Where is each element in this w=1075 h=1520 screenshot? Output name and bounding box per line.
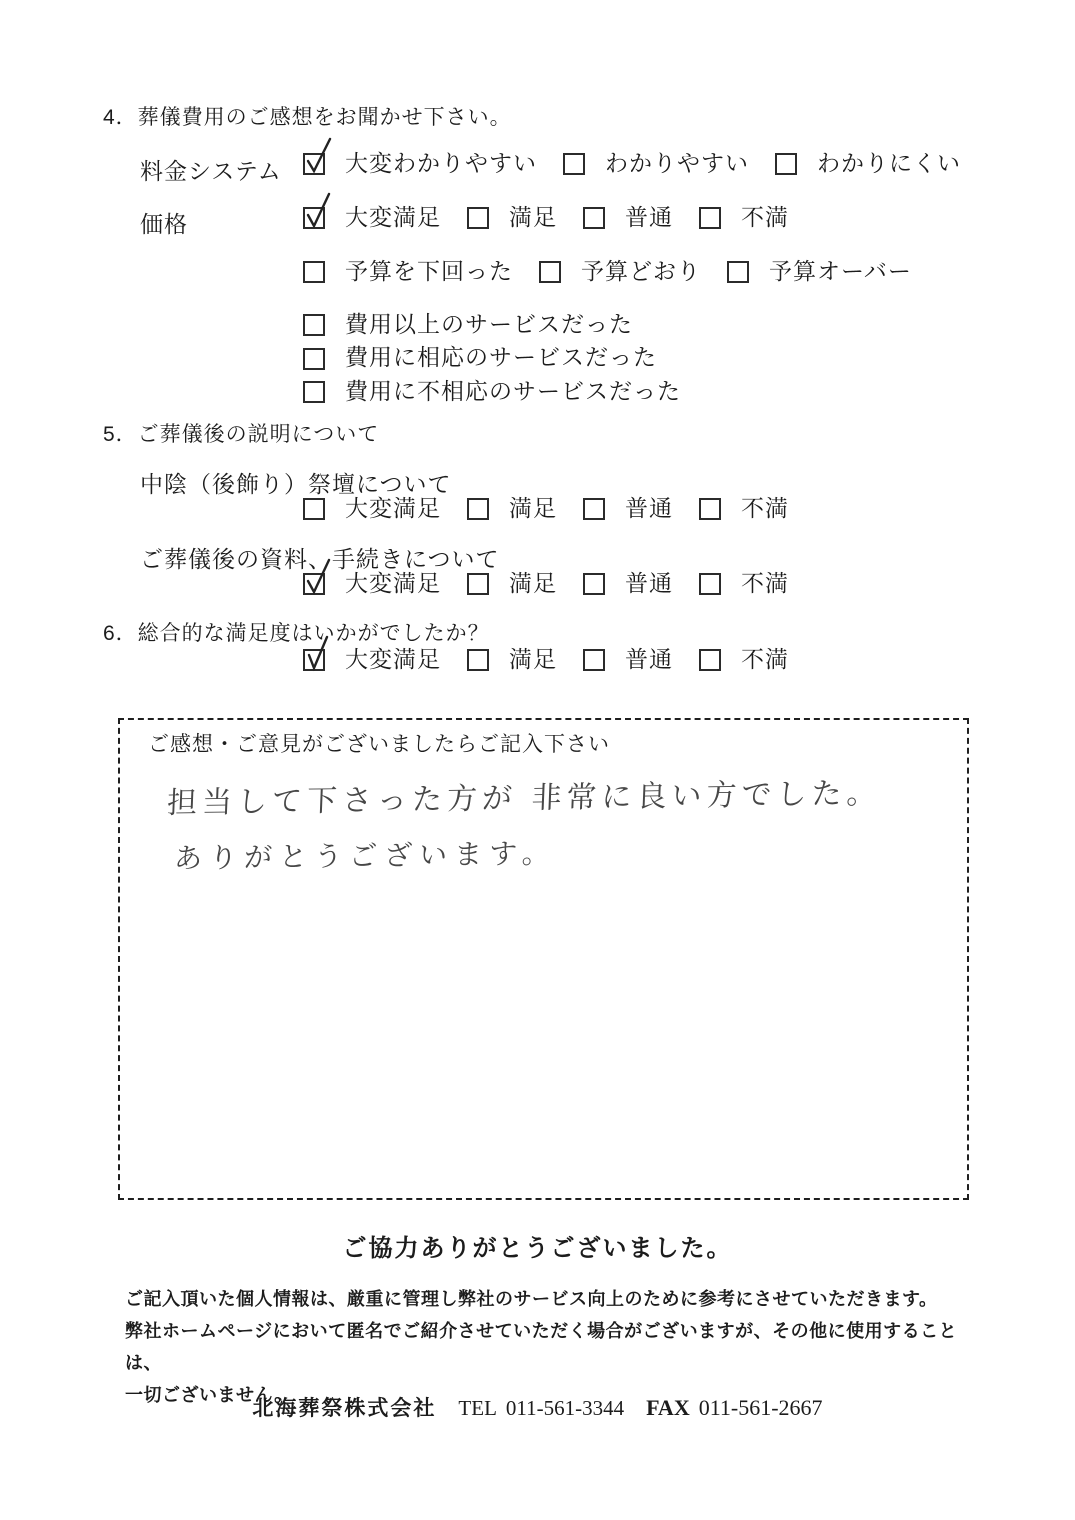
option xyxy=(303,646,441,672)
option-label: 満足 xyxy=(509,495,557,521)
option xyxy=(583,570,673,596)
option xyxy=(699,495,789,521)
comment-prompt: ご感想・ご意見がございましたらご記入下さい xyxy=(148,733,610,756)
closing-thanks: ご協力ありがとうございました。 xyxy=(342,1235,733,1262)
checkbox-price-satisfied[interactable] xyxy=(467,207,489,229)
fax-number: 011-561-2667 xyxy=(698,1395,823,1420)
option xyxy=(303,378,681,404)
check-mark-icon xyxy=(303,555,333,595)
checkbox-value-above-cost[interactable] xyxy=(303,314,325,336)
option xyxy=(699,646,789,672)
privacy-line: 一切ございません。 xyxy=(125,1385,293,1405)
fee-system-options xyxy=(303,150,961,176)
option-label: 満足 xyxy=(509,204,557,230)
option-label: 不満 xyxy=(741,570,789,596)
checkbox-paperwork-satisfied[interactable] xyxy=(467,573,489,595)
option-label: 普通 xyxy=(625,646,673,672)
checkbox-altar-very-satisfied[interactable] xyxy=(303,498,325,520)
question-5-heading: 5．ご葬儀後の説明について xyxy=(103,423,380,446)
overall-options xyxy=(303,646,789,672)
checkbox-overall-satisfied[interactable] xyxy=(467,649,489,671)
checkbox-overall-dissatisfied[interactable] xyxy=(699,649,721,671)
option-label: 普通 xyxy=(625,204,673,230)
checkbox-fee-system-unclear[interactable] xyxy=(775,153,797,175)
option xyxy=(467,646,557,672)
budget-options xyxy=(303,258,912,284)
checkbox-overall-neutral[interactable] xyxy=(583,649,605,671)
option xyxy=(775,150,961,176)
value-options xyxy=(303,311,681,404)
price-options xyxy=(303,204,789,230)
option-label: 不満 xyxy=(741,646,789,672)
option xyxy=(303,204,441,230)
option xyxy=(467,204,557,230)
option-label: 大変満足 xyxy=(345,646,441,672)
checkbox-overall-very-satisfied[interactable] xyxy=(303,649,325,671)
option-label: 不満 xyxy=(741,204,789,230)
paperwork-options xyxy=(303,570,789,596)
checkbox-budget-under[interactable] xyxy=(303,261,325,283)
option xyxy=(303,150,537,176)
altar-options xyxy=(303,495,789,521)
option xyxy=(303,495,441,521)
option-label: 予算を下回った xyxy=(345,258,513,284)
altar-label: 中陰（後飾り）祭壇について xyxy=(140,471,452,497)
check-mark-icon xyxy=(303,631,333,671)
option xyxy=(727,258,912,284)
option-label: わかりにくい xyxy=(817,150,961,176)
option xyxy=(539,258,701,284)
checkbox-paperwork-dissatisfied[interactable] xyxy=(699,573,721,595)
paperwork-label: ご葬儀後の資料、手続きについて xyxy=(140,546,500,572)
check-mark-icon xyxy=(303,135,333,175)
check-mark-icon xyxy=(303,189,333,229)
checkbox-altar-satisfied[interactable] xyxy=(467,498,489,520)
checkbox-budget-over[interactable] xyxy=(727,261,749,283)
option xyxy=(583,646,673,672)
checkbox-budget-as-planned[interactable] xyxy=(539,261,561,283)
checkbox-paperwork-neutral[interactable] xyxy=(583,573,605,595)
tel-number: 011-561-3344 xyxy=(505,1396,625,1420)
option-label: 大変満足 xyxy=(345,570,441,596)
checkbox-price-very-satisfied[interactable] xyxy=(303,207,325,229)
question-6-heading: 6．総合的な満足度はいかがでしたか？ xyxy=(103,622,490,645)
option-label: 不満 xyxy=(741,495,789,521)
option-label: 普通 xyxy=(625,495,673,521)
option xyxy=(467,570,557,596)
checkbox-paperwork-very-satisfied[interactable] xyxy=(303,573,325,595)
question-4-heading: 4．葬儀費用のご感想をお聞かせ下さい。 xyxy=(103,106,512,129)
option xyxy=(303,258,513,284)
option-label: 大変わかりやすい xyxy=(345,150,537,176)
option-label: 満足 xyxy=(509,570,557,596)
price-label: 価格 xyxy=(140,211,188,237)
checkbox-price-neutral[interactable] xyxy=(583,207,605,229)
fax-label: FAX xyxy=(646,1395,690,1420)
option xyxy=(303,570,441,596)
option-label: 予算どおり xyxy=(581,258,701,284)
option-label: 予算オーバー xyxy=(769,258,912,284)
option xyxy=(303,344,657,370)
company-footer xyxy=(0,1392,1075,1422)
option xyxy=(563,150,749,176)
option-label: 普通 xyxy=(625,570,673,596)
option-label: わかりやすい xyxy=(605,150,749,176)
option xyxy=(467,495,557,521)
comment-box[interactable] xyxy=(118,718,969,1200)
checkbox-value-below-cost[interactable] xyxy=(303,381,325,403)
privacy-line: 弊社ホームページにおいて匿名でご紹介させていただく場合がございますが、その他に使用することは、 xyxy=(125,1321,958,1373)
option-label: 大変満足 xyxy=(345,495,441,521)
handwritten-comment-line-1: 担当して下さった方が 非常に良い方でした。 xyxy=(166,776,883,822)
checkbox-altar-neutral[interactable] xyxy=(583,498,605,520)
option-label: 満足 xyxy=(509,646,557,672)
fee-system-label: 料金システム xyxy=(140,158,282,184)
checkbox-value-matched-cost[interactable] xyxy=(303,348,325,370)
option xyxy=(583,495,673,521)
option-label: 大変満足 xyxy=(345,204,441,230)
option-label: 費用に相応のサービスだった xyxy=(345,344,657,371)
checkbox-altar-dissatisfied[interactable] xyxy=(699,498,721,520)
checkbox-fee-system-very-clear[interactable] xyxy=(303,153,325,175)
option xyxy=(699,204,789,230)
privacy-line: ご記入頂いた個人情報は、厳重に管理し弊社のサービス向上のために参考にさせていただきます。 xyxy=(125,1289,938,1309)
tel-label: TEL xyxy=(458,1396,497,1420)
option xyxy=(303,311,633,337)
option xyxy=(583,204,673,230)
option-label: 費用以上のサービスだった xyxy=(345,311,633,337)
checkbox-fee-system-clear[interactable] xyxy=(563,153,585,175)
option-label: 費用に不相応のサービスだった xyxy=(345,377,681,404)
handwritten-comment-line-2: ありがとうございます。 xyxy=(173,836,558,876)
option xyxy=(699,570,789,596)
checkbox-price-dissatisfied[interactable] xyxy=(699,207,721,229)
company-name: 北海葬祭株式会社 xyxy=(252,1397,437,1420)
